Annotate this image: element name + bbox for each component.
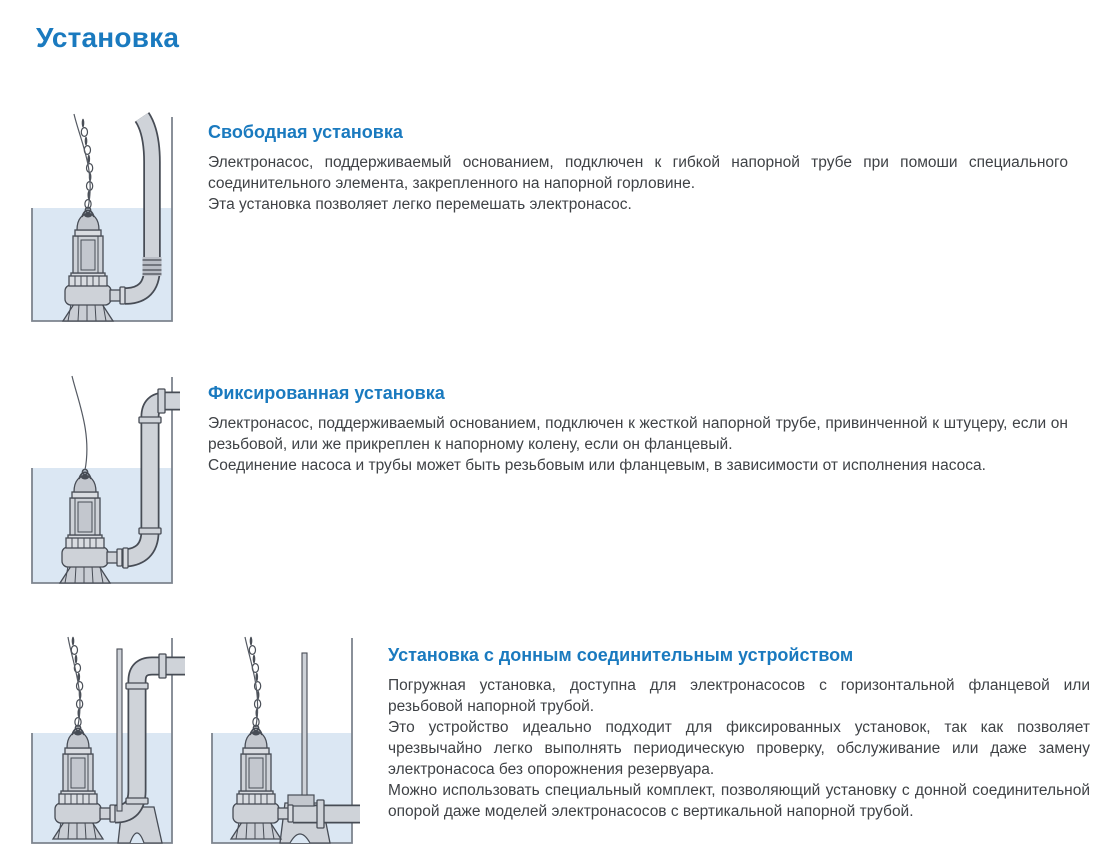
section-heading: Установка с донным соединительным устройством [388, 645, 854, 665]
paragraph: Эта установка позволяет легко перемешать электронасос. [208, 196, 632, 213]
paragraph: Электронасос, поддерживаемый основанием, подключен к жесткой напорной трубе, привинченной к штуцеру, если он резьбовой, или же прикреплен к напорному колену, если он фланцевый. [208, 415, 1068, 453]
pipe-flange [126, 683, 148, 689]
pipe-flange [317, 800, 324, 828]
paragraph: Можно использовать специальный комплект, позволяющий установку с донной соединительной опорой даже моделей электронасосов с вертикальной напорной трубой. [388, 782, 1090, 820]
coupling-clamp [288, 795, 314, 806]
paragraph: Соединение насоса и трубы может быть резьбовым или фланцевым, в зависимости от исполнения насоса. [208, 457, 986, 474]
chain [71, 637, 82, 727]
section-free-installation [208, 122, 1068, 215]
discharge-flange [123, 548, 128, 568]
pipe-flange [158, 389, 165, 413]
section-heading: Свободная установка [208, 122, 403, 142]
pipe-flange [126, 798, 148, 804]
pipe-flange [139, 417, 161, 423]
section-bottom-coupling [388, 645, 1090, 822]
page-title: Установка [36, 22, 180, 53]
pump-fixed-installation-illustration [30, 373, 180, 588]
section-heading: Фиксированная установка [208, 383, 445, 403]
power-cable [72, 376, 87, 470]
section-fixed-installation [208, 383, 1068, 476]
paragraph: Это устройство идеально подходит для фиксированных установок, так как позволяет чрезвычайно легко выполнять периодическую проверку, обслуживание или даже замену электронасоса без опорожнения резервуара. [388, 719, 1090, 778]
chain [81, 119, 92, 209]
pipe-flange [139, 528, 161, 534]
paragraph: Погружная установка, доступна для электронасосов с горизонтальной фланцевой или резьбовой напорной трубой. [388, 677, 1090, 715]
pump-bottom-coupling-vertical-illustration [30, 633, 185, 848]
guide-rail [117, 649, 122, 811]
pump-bottom-coupling-horizontal-illustration [210, 633, 360, 848]
guide-rail [302, 653, 307, 795]
pump-free-installation-illustration [30, 110, 180, 330]
paragraph: Электронасос, поддерживаемый основанием, подключен к гибкой напорной трубе при помоши специального соединительного элемента, закрепленного на напорной горловине. [208, 154, 1068, 192]
pipe-flange [159, 654, 166, 678]
